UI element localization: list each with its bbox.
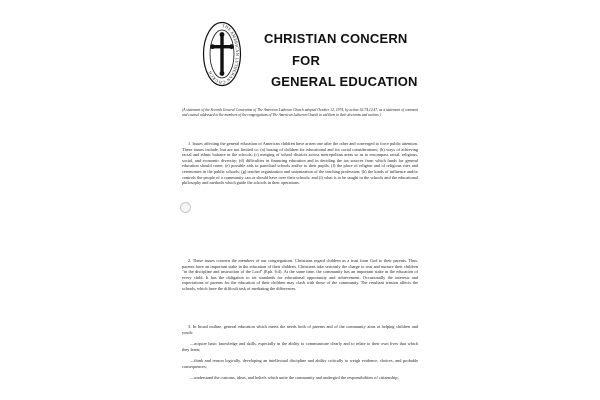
paragraph-2: 2. These issues concern the members of our congregations. Christians regard children as a trust from God to their parents. Thus, parents have an important stake in the education of their children. Christians take seriously the charge to rear and nurture their children "in the discipline and instruction of the Lord" (Eph. 6:4). At the same time, the community has an important stake in the education of every child. It has the obligation to set standards for educational opportunity and achievement. Occasionally the interests and expectations of parents for the education of their children may clash with those of the community. The resultant tension affects the schools, which have the difficult task of mediating the differences. <box>182 258 418 291</box>
document-title-line-2: FOR <box>292 53 321 68</box>
lutheran-seal-icon <box>202 21 242 87</box>
preamble-statement: (A statement of the Seventh General Convention of The American Lutheran Church adopted October 12, 1974, by action GC74.12.47, as a statement of comment and counsel addressed to the members of the congregations of The American Lutheran Church to aid them in their decisions and actions.) <box>182 108 418 117</box>
document-sheet <box>176 0 422 400</box>
document-title-line-1: CHRISTIAN CONCERN <box>264 31 408 46</box>
paragraph-3: 3. In broad outline, general education which meets the needs both of parents and of the community aims at helping children and youth: <box>182 324 418 335</box>
document-title-line-3: GENERAL EDUCATION <box>271 74 418 89</box>
aim-item-2: —think and reason logically, developing an intellectual discipline and ability critically to weigh evidence, choices, and probable consequences; <box>182 358 418 369</box>
aim-item-1: —acquire basic knowledge and skills, especially in the ability to communicate clearly and to relate to their own lives that which they learn; <box>182 341 418 352</box>
punch-hole <box>180 202 191 213</box>
paragraph-1: 1. Issues affecting the general education of American children have arisen one after the other and converged to force public attention. These issues include, but are not limited to: (a) busing of children for educational and for racial considerations; (b) ways of achieving racial and ethnic balance in the schools; (c) merging of school districts across metropolitan areas so as to encompass racial, religious, social, and economic diversity; (d) difficulties in financing education and in deciding the tax sources from which funds for general education should come; (e) possible aids to parochial schools and/or to their pupils; (f) the place of religion and of religious rites and ceremonies in the public schools; (g) teacher organization and unionization of the teaching profession; (h) the kinds of influence and/or controls the people of a community can or should have over their schools; and (i) what is to be taught in the schools and the educational philosophy and methods which guide the schools in their operations. <box>182 141 418 186</box>
aim-item-3: —understand the customs, ideas, and beliefs which unite the community and undergird the responsibilities of citizenship; <box>190 375 399 380</box>
seal-ring-text: THE AMERICAN LUTHERAN CHURCH <box>207 22 241 86</box>
